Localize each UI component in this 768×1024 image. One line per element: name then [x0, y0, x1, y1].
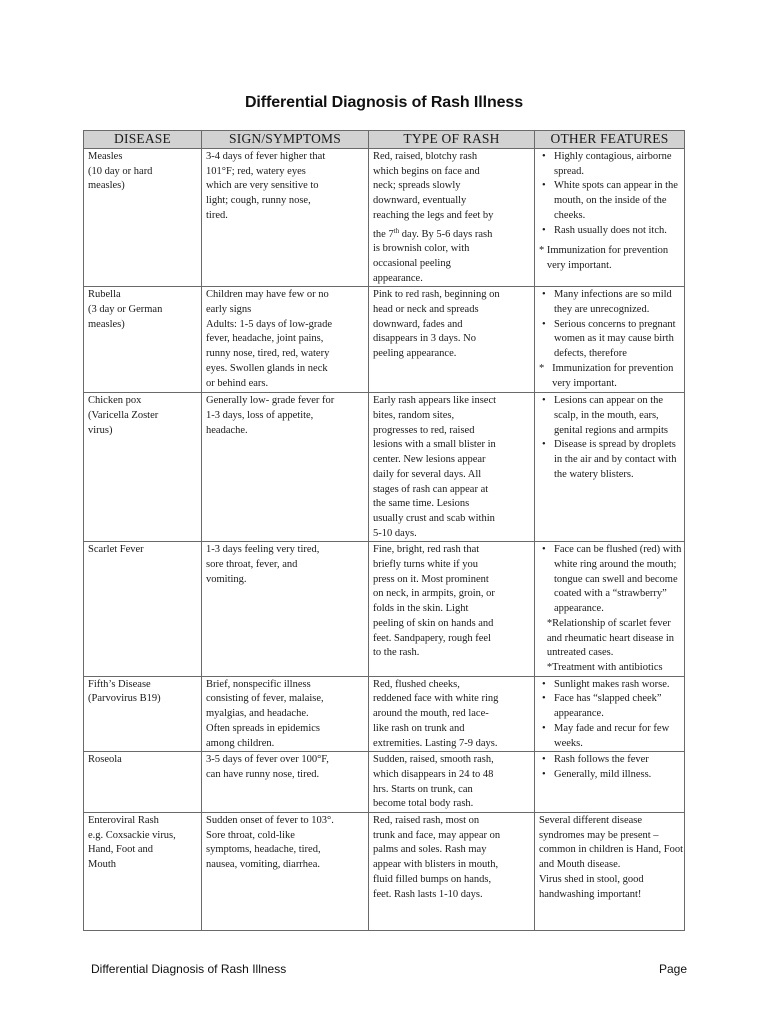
rash-type-cell-line: Red, flushed cheeks, — [373, 678, 460, 690]
feature-bullet — [539, 722, 680, 751]
rash-type-cell-line: to the rash. — [373, 647, 420, 659]
rash-type-cell — [369, 542, 535, 676]
feature-note-line: * Immunization for prevention — [539, 362, 674, 374]
disease-cell-line: (Varicella Zoster — [88, 410, 159, 422]
rash-type-cell-line: appear with blisters in mouth, — [373, 859, 499, 871]
feature-bullet-line: weeks. — [554, 737, 583, 749]
disease-cell-line: Enteroviral Rash — [88, 815, 159, 827]
header-other-features: OTHER FEATURES — [535, 131, 685, 149]
symptoms-cell-line: runny nose, tired, red, watery — [206, 348, 330, 360]
feature-note-line: untreated cases. — [539, 647, 614, 659]
symptoms-cell-line: vomiting. — [206, 573, 247, 585]
other-features-cell — [535, 752, 685, 813]
symptoms-cell — [202, 752, 369, 813]
rash-type-cell-line: usually crust and scab within — [373, 512, 495, 524]
feature-bullet — [539, 224, 680, 239]
symptoms-cell-line: among children. — [206, 737, 275, 749]
feature-note-line: handwashing important! — [539, 888, 642, 900]
symptoms-cell-line: early signs — [206, 304, 252, 316]
feature-bullet-line: defects, therefore — [554, 348, 627, 360]
header-type-of-rash: TYPE OF RASH — [369, 131, 535, 149]
feature-bullet — [539, 179, 680, 223]
symptoms-cell-line: headache. — [206, 424, 248, 436]
symptoms-cell-line: consisting of fever, malaise, — [206, 693, 324, 705]
disease-cell — [84, 676, 202, 752]
feature-bullet-line: • Generally, mild illness. — [554, 768, 652, 780]
rash-type-cell — [369, 393, 535, 542]
rash-type-cell-line: head or neck and spreads — [373, 304, 479, 316]
rash-type-cell-line: Early rash appears like insect — [373, 395, 497, 407]
symptoms-cell-line: Sudden onset of fever to 103°. — [206, 815, 334, 827]
rash-type-cell-line: stages of rash can appear at — [373, 483, 489, 495]
feature-bullet-line: • White spots can appear in the — [554, 180, 678, 192]
table-row — [84, 393, 685, 542]
rash-type-cell-line: on neck, in armpits, groin, or — [373, 588, 495, 600]
symptoms-cell-line: 3-5 days of fever over 100°F, — [206, 754, 329, 766]
disease-cell-line: e.g. Coxsackie virus, — [88, 829, 176, 841]
rash-type-cell-line: which disappears in 24 to 48 — [373, 768, 494, 780]
rash-type-cell-line: reaching the legs and feet by — [373, 209, 494, 221]
disease-cell-line: Measles — [88, 151, 123, 162]
other-features-cell — [535, 813, 685, 931]
feature-bullet-line: • Many infections are so mild — [554, 289, 672, 301]
feature-bullet — [539, 543, 680, 617]
feature-bullet-line: coated with a “strawberry” — [554, 588, 667, 600]
rash-type-cell-line: around the mouth, red lace- — [373, 708, 489, 720]
rash-type-cell-line: center. New lesions appear — [373, 454, 486, 466]
feature-note-line: common in children is Hand, Foot — [539, 844, 684, 856]
table-row — [84, 813, 685, 931]
symptoms-cell-line: Children may have few or no — [206, 289, 329, 301]
disease-cell-line: Mouth — [88, 859, 117, 871]
disease-cell-line: Roseola — [88, 754, 122, 766]
rash-type-cell-line: daily for several days. All — [373, 468, 482, 480]
feature-note-line: and Mouth disease. — [539, 859, 621, 871]
feature-bullet-line: women as it may cause birth — [554, 333, 674, 345]
disease-cell-line: virus) — [88, 424, 113, 436]
feature-bullet-line: cheeks. — [554, 209, 586, 221]
symptoms-cell — [202, 542, 369, 676]
rash-type-cell-line: extremities. Lasting 7-9 days. — [373, 737, 498, 749]
rash-type-cell-line: folds in the skin. Light — [373, 603, 469, 615]
table-row — [84, 542, 685, 676]
disease-cell — [84, 393, 202, 542]
symptoms-cell — [202, 149, 369, 287]
other-features-cell — [535, 542, 685, 676]
disease-cell-line: Rubella — [88, 289, 121, 301]
disease-cell-line: Scarlet Fever — [88, 544, 144, 556]
rash-type-cell-line: downward, eventually — [373, 195, 467, 207]
rash-type-cell-line: which begins on face and — [373, 165, 480, 177]
rash-type-cell-line: palms and soles. Rash may — [373, 844, 487, 856]
rash-type-cell — [369, 287, 535, 393]
rash-type-cell-line: hrs. Starts on trunk, can — [373, 783, 473, 795]
feature-note-line: * Immunization for prevention — [539, 245, 669, 257]
rash-type-cell-line: disappears in 3 days. No — [373, 333, 476, 345]
feature-bullet — [539, 753, 680, 768]
feature-bullet-line: • Serious concerns to pregnant — [554, 318, 676, 330]
symptoms-cell-line: nausea, vomiting, diarrhea. — [206, 859, 321, 871]
disease-cell-line: (Parvovirus B19) — [88, 693, 161, 705]
symptoms-cell-line: sore throat, fever, and — [206, 559, 298, 571]
rash-type-cell-line: Sudden, raised, smooth rash, — [373, 754, 494, 766]
feature-bullet-line: genital regions and armpits — [554, 424, 669, 436]
feature-note-line: Virus shed in stool, good — [539, 873, 644, 885]
symptoms-cell-line: 3-4 days of fever higher that — [206, 151, 326, 162]
symptoms-cell-line: 101°F; red, watery eyes — [206, 165, 306, 177]
feature-bullet-line: spread. — [554, 165, 585, 177]
rash-type-cell-line: like rash on trunk and — [373, 722, 465, 734]
rash-type-cell-line: Red, raised rash, most on — [373, 815, 480, 827]
feature-note-line: syndromes may be present – — [539, 829, 659, 841]
feature-bullet-line: • Sunlight makes rash worse. — [554, 678, 670, 690]
feature-note-line: *Relationship of scarlet fever — [539, 617, 671, 629]
table-header-row — [84, 131, 685, 149]
feature-bullet-line: mouth, on the inside of the — [554, 195, 667, 207]
rash-type-cell-line: Pink to red rash, beginning on — [373, 289, 500, 301]
symptoms-cell-line: Adults: 1-5 days of low-grade — [206, 318, 332, 330]
symptoms-cell-line: symptoms, headache, tired, — [206, 844, 321, 856]
table-body — [84, 149, 685, 931]
rash-type-cell-line: lesions with a small blister in — [373, 439, 496, 451]
rash-type-cell-line: neck; spreads slowly — [373, 180, 461, 192]
feature-bullet-line: • Face has “slapped cheek” — [554, 693, 662, 705]
other-features-cell — [535, 287, 685, 393]
rash-type-cell — [369, 149, 535, 287]
feature-bullet-line: they are unrecognized. — [554, 304, 650, 316]
other-features-cell — [535, 393, 685, 542]
feature-bullet — [539, 150, 680, 179]
rash-type-cell-line: bites, random sites, — [373, 410, 455, 422]
rash-type-cell-line: downward, fades and — [373, 318, 463, 330]
symptoms-cell — [202, 676, 369, 752]
rash-type-cell — [369, 752, 535, 813]
feature-note-line: Several different disease — [539, 815, 643, 827]
feature-note-line: and rheumatic heart disease in — [539, 632, 674, 644]
feature-bullet-line: • Highly contagious, airborne — [554, 151, 672, 162]
feature-bullet — [539, 678, 680, 693]
disease-cell — [84, 752, 202, 813]
disease-cell — [84, 287, 202, 393]
feature-bullet — [539, 768, 680, 783]
symptoms-cell-line: or behind ears. — [206, 377, 269, 389]
rash-type-cell-line: peeling appearance. — [373, 348, 457, 360]
disease-cell-line: Fifth’s Disease — [88, 678, 151, 690]
rash-type-cell-line: feet. Sandpapery, rough feel — [373, 632, 491, 644]
symptoms-cell-line: Generally low- grade fever for — [206, 395, 335, 407]
feature-bullet-line: tongue can swell and become — [554, 573, 678, 585]
feature-bullet-line: • Face can be flushed (red) with — [554, 544, 682, 556]
feature-bullet-line: white ring around the mouth; — [554, 559, 677, 571]
rash-type-cell-line: press on it. Most prominent — [373, 573, 489, 585]
disease-cell — [84, 542, 202, 676]
rash-type-cell-line: progresses to red, raised — [373, 424, 475, 436]
rash-type-cell-line: briefly turns white if you — [373, 559, 478, 571]
feature-bullet-line: scalp, in the mouth, ears, — [554, 410, 659, 422]
feature-note-line: very important. — [539, 259, 612, 271]
symptoms-cell-line: myalgias, and headache. — [206, 708, 309, 720]
disease-cell — [84, 149, 202, 287]
rash-type-cell-line: is brownish color, with — [373, 243, 470, 255]
feature-bullet — [539, 288, 680, 317]
symptoms-cell-line: Often spreads in epidemics — [206, 722, 321, 734]
feature-bullet-line: the watery blisters. — [554, 468, 634, 480]
feature-bullet — [539, 394, 680, 438]
rash-type-cell-line: Fine, bright, red rash that — [373, 544, 480, 556]
table-row — [84, 752, 685, 813]
rash-type-cell-line: the 7th day. By 5-6 days rash — [373, 226, 493, 240]
header-disease: DISEASE — [84, 131, 202, 149]
feature-bullet-line: in the air and by contact with — [554, 454, 677, 466]
rash-type-cell — [369, 676, 535, 752]
feature-bullet-line: • Lesions can appear on the — [554, 395, 664, 407]
feature-bullet-line: appearance. — [554, 603, 604, 615]
symptoms-cell-line: 1-3 days, loss of appetite, — [206, 410, 314, 422]
other-features-cell — [535, 676, 685, 752]
rash-diagnosis-table — [83, 130, 685, 931]
symptoms-cell-line: eyes. Swollen glands in neck — [206, 362, 328, 374]
disease-cell-line: measles) — [88, 318, 125, 330]
symptoms-cell — [202, 287, 369, 393]
rash-type-cell-line: peeling of skin on hands and — [373, 617, 494, 629]
disease-cell-line: (3 day or German — [88, 304, 163, 316]
symptoms-cell-line: Brief, nonspecific illness — [206, 678, 311, 690]
feature-bullet-line: • Rash follows the fever — [554, 754, 649, 766]
rash-type-cell-line: feet. Rash lasts 1-10 days. — [373, 888, 483, 900]
symptoms-cell — [202, 393, 369, 542]
disease-cell-line: Hand, Foot and — [88, 844, 154, 856]
feature-bullet-line: • Disease is spread by droplets — [554, 439, 676, 451]
symptoms-cell — [202, 813, 369, 931]
table-row — [84, 287, 685, 393]
rash-type-cell-line: Red, raised, blotchy rash — [373, 151, 478, 162]
rash-type-cell-line: become total body rash. — [373, 798, 474, 810]
other-features-cell — [535, 149, 685, 287]
feature-bullet — [539, 438, 680, 482]
rash-type-cell-line: trunk and face, may appear on — [373, 829, 501, 841]
ordinal-suffix: th — [393, 226, 400, 235]
footer-page-label: Page — [659, 962, 688, 976]
symptoms-cell-line: Sore throat, cold-like — [206, 829, 295, 841]
page-title: Differential Diagnosis of Rash Illness — [244, 94, 524, 111]
rash-type-cell-line: 5-10 days. — [373, 527, 417, 539]
feature-bullet — [539, 318, 680, 362]
disease-cell-line: (10 day or hard — [88, 165, 153, 177]
symptoms-cell-line: fever, headache, joint pains, — [206, 333, 324, 345]
rash-type-cell-line: reddened face with white ring — [373, 693, 499, 705]
footer-title: Differential Diagnosis of Rash Illness — [91, 962, 287, 976]
symptoms-cell-line: 1-3 days feeling very tired, — [206, 544, 320, 556]
rash-type-cell — [369, 813, 535, 931]
rash-type-cell-line: fluid filled bumps on hands, — [373, 873, 492, 885]
symptoms-cell-line: tired. — [206, 209, 228, 221]
symptoms-cell-line: light; cough, runny nose, — [206, 195, 311, 207]
feature-bullet — [539, 692, 680, 721]
table-row — [84, 149, 685, 287]
feature-note-line: *Treatment with antibiotics — [539, 661, 663, 673]
feature-bullet-line: • May fade and recur for few — [554, 722, 670, 734]
feature-bullet-line: appearance. — [554, 708, 604, 720]
symptoms-cell-line: which are very sensitive to — [206, 180, 319, 192]
disease-cell-line: measles) — [88, 180, 125, 192]
feature-note-line: very important. — [539, 377, 617, 389]
symptoms-cell-line: can have runny nose, tired. — [206, 768, 320, 780]
rash-type-cell-line: occasional peeling — [373, 257, 451, 269]
disease-cell-line: Chicken pox — [88, 395, 142, 407]
disease-cell — [84, 813, 202, 931]
feature-bullet-line: • Rash usually does not itch. — [554, 224, 667, 236]
header-sign-symptoms: SIGN/SYMPTOMS — [202, 131, 369, 149]
rash-type-cell-line: appearance. — [373, 272, 423, 284]
rash-type-cell-line: the same time. Lesions — [373, 498, 470, 510]
table-row — [84, 676, 685, 752]
